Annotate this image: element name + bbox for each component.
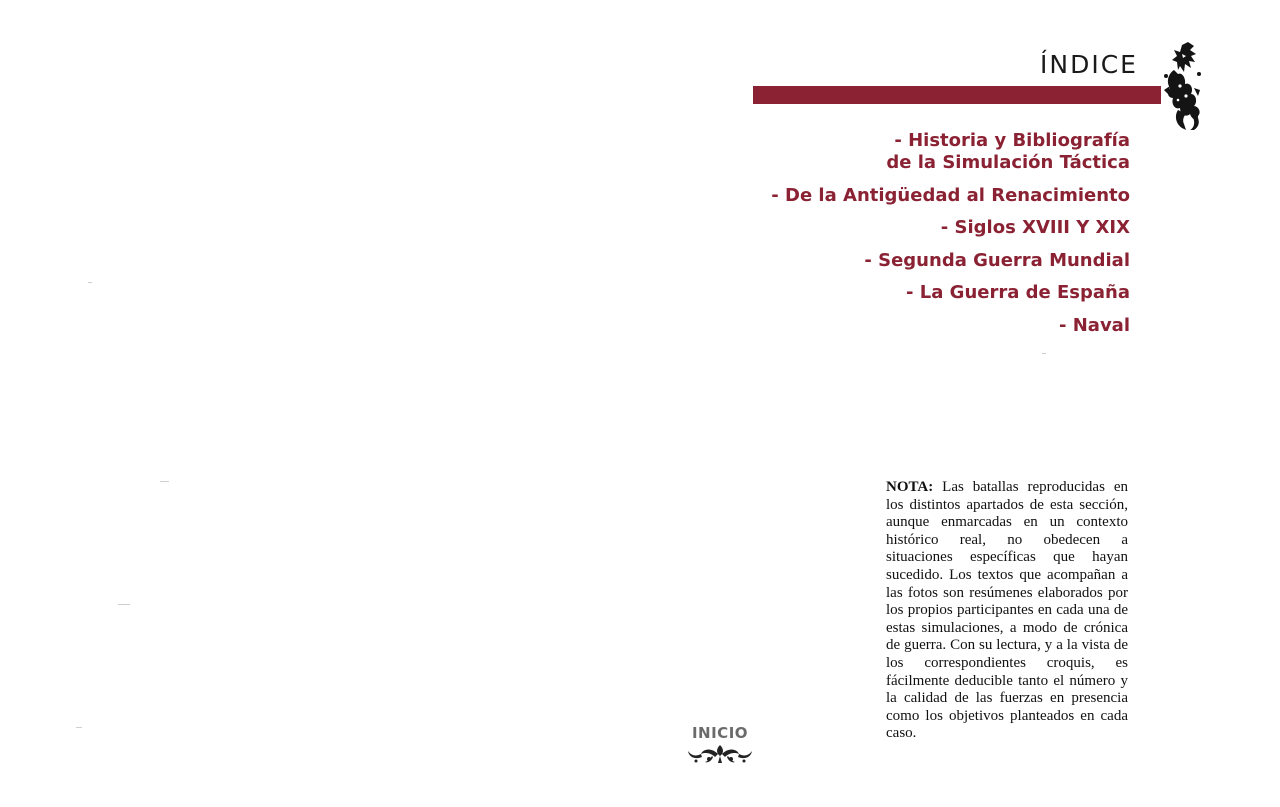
toc-item-label: - Historia y Bibliografía xyxy=(894,130,1130,151)
note-paragraph xyxy=(886,479,1128,743)
toc-item-historia-bibliografia[interactable] xyxy=(670,130,1130,174)
toc-item-naval[interactable] xyxy=(670,315,1130,337)
floral-ornament-icon xyxy=(685,743,755,765)
home-button[interactable] xyxy=(683,724,757,765)
toc-item-segunda-guerra-mundial[interactable] xyxy=(670,250,1130,272)
note-label: NOTA: xyxy=(886,479,934,495)
toc-item-label: - Segunda Guerra Mundial xyxy=(864,249,1130,271)
page-title: ÍNDICE xyxy=(1040,50,1138,79)
toc-item-label: - La Guerra de España xyxy=(906,282,1130,303)
toc-item-antiguedad-renacimiento[interactable] xyxy=(670,185,1130,207)
header-accent-bar xyxy=(753,86,1161,104)
home-button-label: INICIO xyxy=(691,724,749,742)
toc-item-label: - De la Antigüedad al Renacimiento xyxy=(771,184,1130,206)
note-text: Las batallas reproducidas en los distintos apartados de esta sección, aunque enmarcadas en un contexto histórico real, no obedecen a situaciones específicas que hayan sucedido. Los textos que acompañan a las fotos son resúmenes elaborados por los propios participantes en cada una de estas simulaciones, a modo de crónica de guerra. Con su lectura, y a la vista de los correspondientes croquis, es fácilmente deducible tanto el número y la calidad de las fuerzas en presencia como los objetivos planteados en cada caso. xyxy=(886,479,1128,742)
table-of-contents xyxy=(670,130,1130,347)
toc-item-label: de la Simulación Táctica xyxy=(886,152,1130,173)
toc-item-guerra-espana[interactable] xyxy=(670,282,1130,304)
toc-item-label: - Naval xyxy=(1059,314,1130,336)
toc-item-siglos-xviii-xix[interactable] xyxy=(670,217,1130,239)
heraldic-crest-icon xyxy=(1160,40,1204,132)
toc-item-label: - Siglos XVIII Y XIX xyxy=(940,217,1130,238)
